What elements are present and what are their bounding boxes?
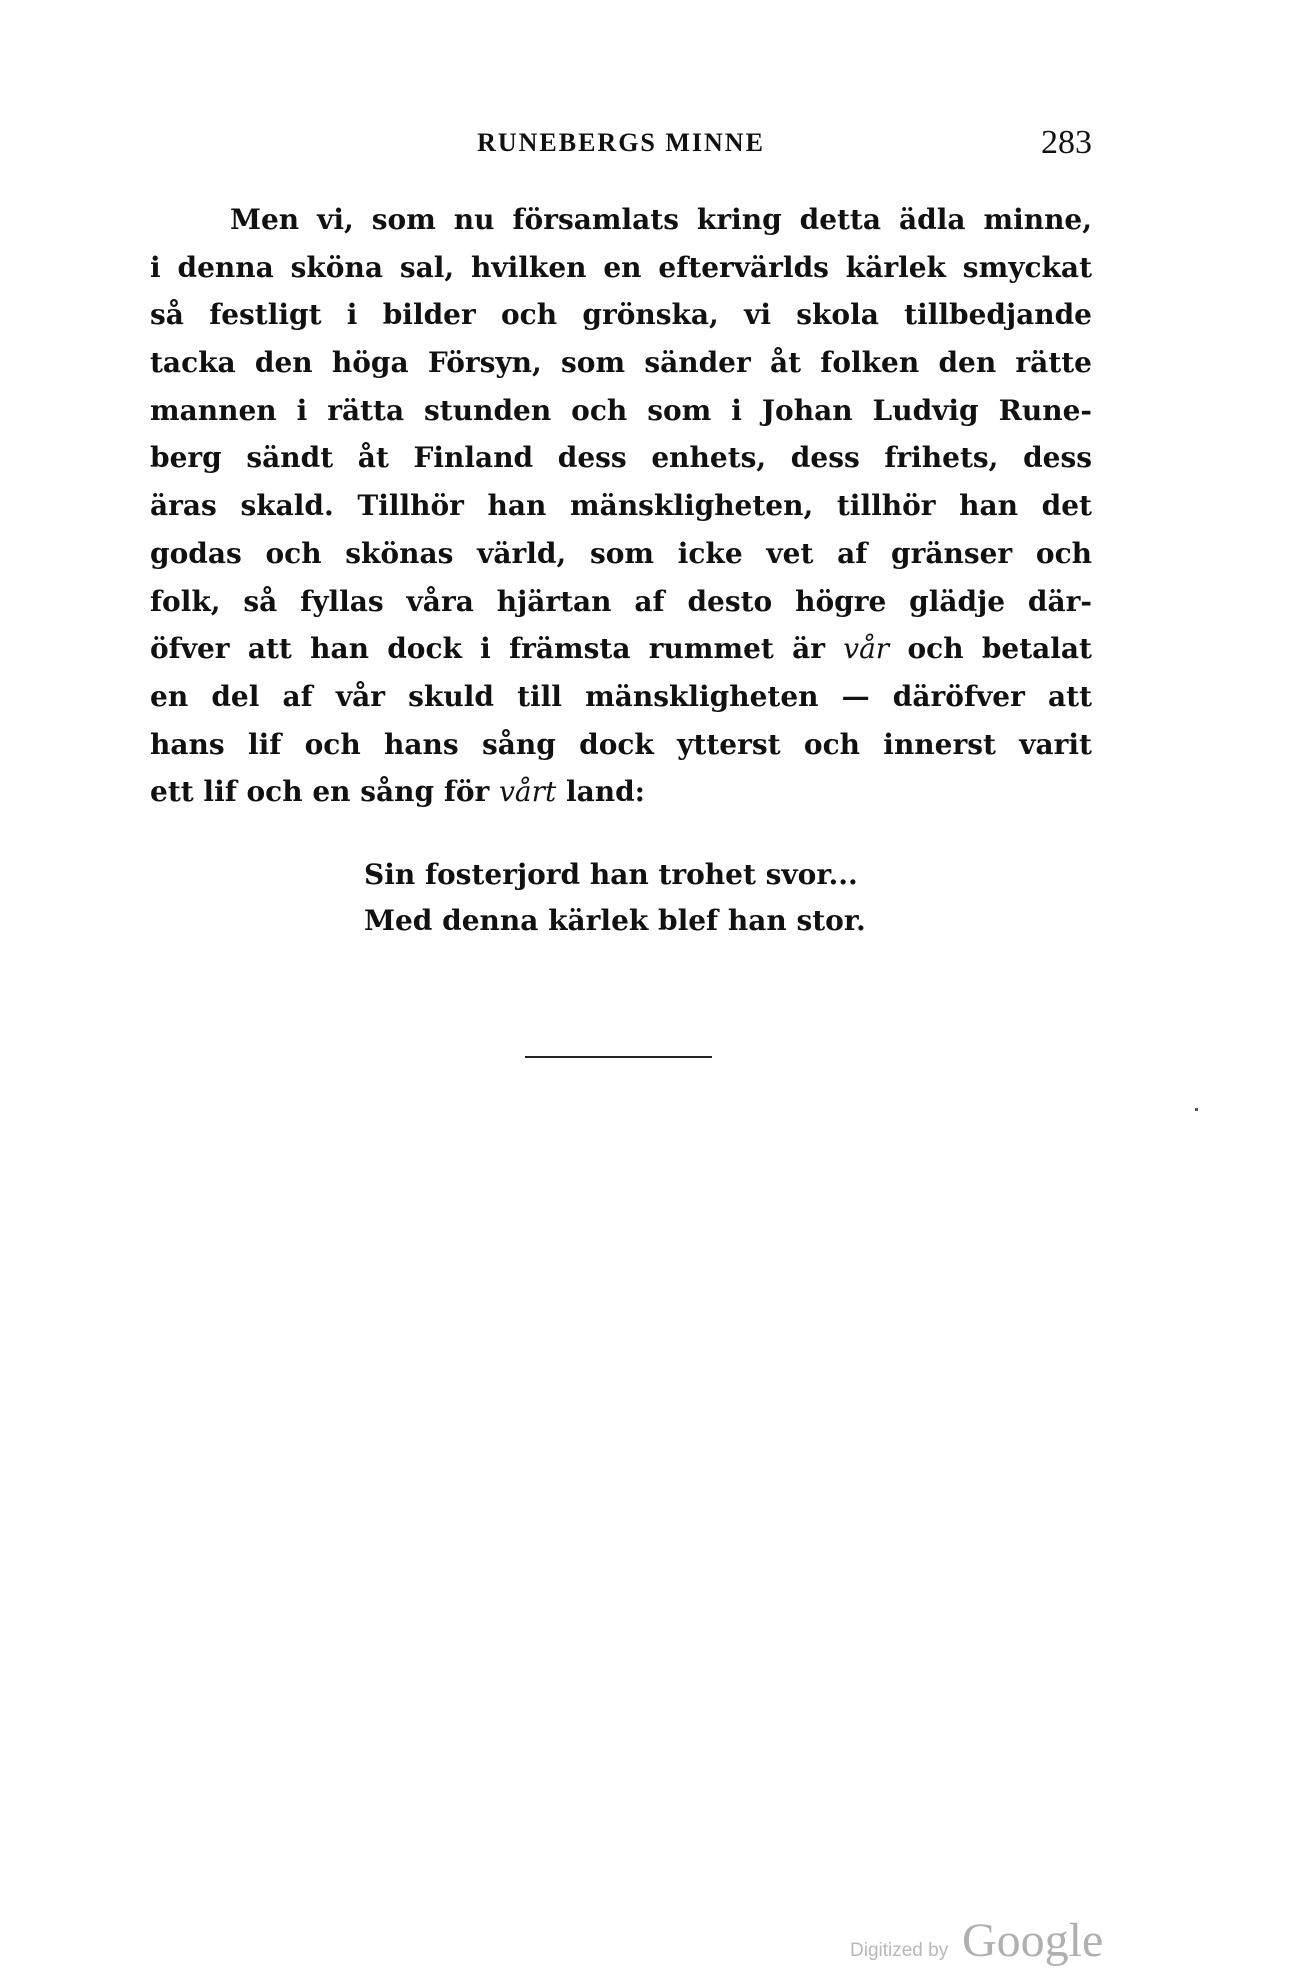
paragraph-line xyxy=(150,625,1092,673)
verse-quote xyxy=(364,852,866,944)
main-paragraph xyxy=(150,196,1092,816)
paragraph-line: godas och skönas värld, som icke vet af gränser och xyxy=(150,536,1092,570)
paragraph-line xyxy=(150,768,1092,816)
watermark-brand: Google xyxy=(962,1914,1104,1967)
paragraph-line: i denna sköna sal, hvilken en eftervärlds kärlek smyckat xyxy=(150,250,1092,284)
italic-word: vår xyxy=(843,632,890,666)
line-text: och betalat xyxy=(889,632,1092,666)
section-end-rule xyxy=(525,1056,712,1058)
paragraph-line: hans lif och hans sång dock ytterst och innerst varit xyxy=(150,727,1092,761)
paragraph-line: berg sändt åt Finland dess enhets, dess frihets, dess xyxy=(150,441,1092,475)
paragraph-line: Men vi, som nu församlats kring detta ädla minne, xyxy=(230,203,1092,236)
line-text: ett lif och en sång för xyxy=(150,775,500,809)
page-number: 283 xyxy=(1041,124,1092,161)
verse-line: Med denna kärlek blef han stor. xyxy=(364,904,866,937)
paragraph-line: tacka den höga Försyn, som sänder åt folken den rätte xyxy=(150,346,1092,380)
running-head xyxy=(150,124,1092,168)
paragraph-line: äras skald. Tillhör han mänskligheten, tillhör han det xyxy=(150,489,1092,523)
watermark-prefix: Digitized by xyxy=(850,1940,949,1961)
italic-word: vårt xyxy=(499,775,557,809)
paragraph-line: folk, så fyllas våra hjärtan af desto högre glädje där- xyxy=(150,584,1092,618)
print-speck xyxy=(1195,1108,1198,1111)
google-watermark-logo xyxy=(850,1908,1110,1968)
paragraph-line: så festligt i bilder och grönska, vi skola tillbedjande xyxy=(150,298,1092,332)
line-text: land: xyxy=(556,775,646,809)
line-text: öfver att han dock i främsta rummet är xyxy=(150,632,844,666)
paragraph-line: en del af vår skuld till mänskligheten — däröfver att xyxy=(150,679,1092,713)
running-title: RUNEBERGS MINNE xyxy=(477,128,765,157)
paragraph-line: mannen i rätta stunden och som i Johan Ludvig Rune- xyxy=(150,393,1092,427)
verse-line: Sin fosterjord han trohet svor... xyxy=(364,858,858,891)
